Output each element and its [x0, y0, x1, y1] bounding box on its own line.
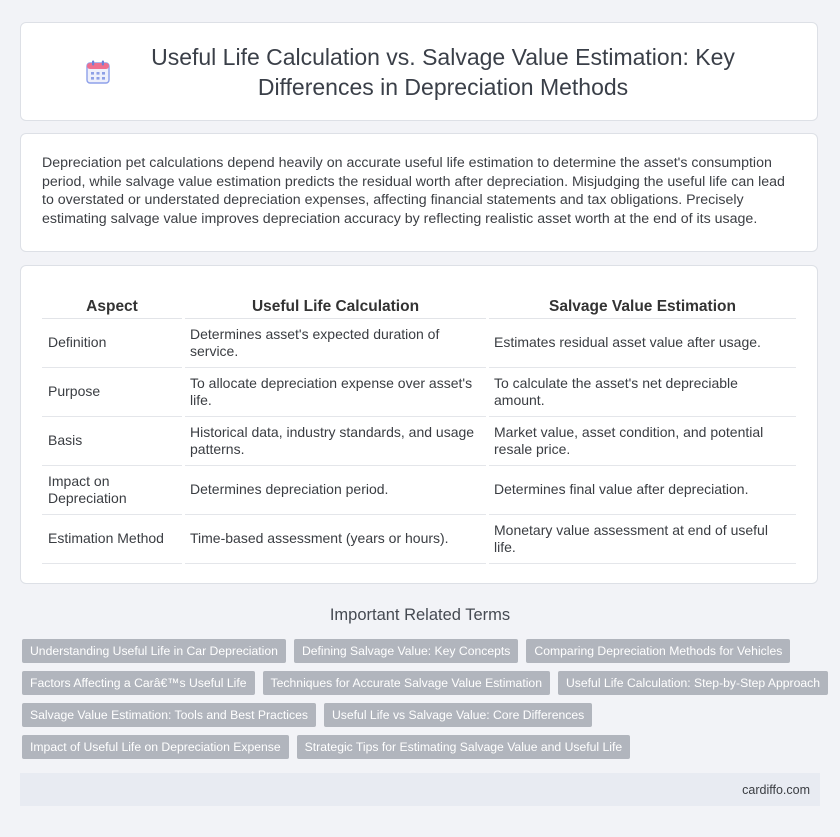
calendar-icon	[85, 59, 111, 85]
table-cell: Purpose	[42, 368, 182, 417]
tag-row	[22, 735, 822, 759]
comparison-table-card	[20, 265, 818, 584]
table-cell: Market value, asset condition, and potential resale price.	[489, 417, 796, 466]
footer	[20, 773, 820, 806]
table-cell: Estimates residual asset value after usage.	[489, 319, 796, 368]
table-cell: Determines depreciation period.	[185, 466, 486, 515]
header-inner	[85, 42, 753, 102]
related-term-link[interactable]: Understanding Useful Life in Car Depreciation	[22, 639, 286, 663]
related-term-link[interactable]: Salvage Value Estimation: Tools and Best Practices	[22, 703, 316, 727]
table-cell: Impact on Depreciation	[42, 466, 182, 515]
related-term-link[interactable]: Comparing Depreciation Methods for Vehicles	[526, 639, 790, 663]
column-header-useful-life: Useful Life Calculation	[185, 295, 486, 319]
table-cell: To allocate depreciation expense over asset's life.	[185, 368, 486, 417]
table-cell: Historical data, industry standards, and usage patterns.	[185, 417, 486, 466]
related-terms-heading: Important Related Terms	[329, 606, 511, 624]
intro-card	[20, 133, 818, 252]
related-term-link[interactable]: Defining Salvage Value: Key Concepts	[294, 639, 518, 663]
header-card	[20, 22, 818, 121]
tag-row	[22, 671, 822, 695]
table-row	[42, 417, 796, 466]
related-term-link[interactable]: Strategic Tips for Estimating Salvage Value and Useful Life	[297, 735, 631, 759]
intro-text: Depreciation pet calculations depend heavily on accurate useful life estimation to determine the asset's consumption period, while salvage value estimation predicts the residual worth after depreciation. Misjudging the useful life can lead to overstated or understated depreciation expenses, affecting financial statements and tax obligations. Precisely estimating salvage value improves depreciation accuracy by reflecting realistic asset worth at the end of its usage.	[42, 155, 785, 227]
table-row	[42, 466, 796, 515]
table-row	[42, 368, 796, 417]
comparison-table	[39, 295, 799, 564]
table-row	[42, 515, 796, 564]
related-term-link[interactable]: Impact of Useful Life on Depreciation Expense	[22, 735, 289, 759]
related-term-link[interactable]: Techniques for Accurate Salvage Value Estimation	[263, 671, 550, 695]
table-cell: Determines final value after depreciation.	[489, 466, 796, 515]
tag-row	[22, 703, 822, 727]
related-term-link[interactable]: Useful Life Calculation: Step-by-Step Approach	[558, 671, 828, 695]
related-terms-list	[22, 639, 822, 767]
table-header-row	[42, 295, 796, 319]
table-cell: Estimation Method	[42, 515, 182, 564]
table-cell: Definition	[42, 319, 182, 368]
table-cell: Monetary value assessment at end of useful life.	[489, 515, 796, 564]
table-row	[42, 319, 796, 368]
table-cell: Determines asset's expected duration of service.	[185, 319, 486, 368]
related-term-link[interactable]: Useful Life vs Salvage Value: Core Differences	[324, 703, 592, 727]
table-cell: To calculate the asset's net depreciable amount.	[489, 368, 796, 417]
column-header-salvage-value: Salvage Value Estimation	[489, 295, 796, 319]
table-cell: Basis	[42, 417, 182, 466]
table-cell: Time-based assessment (years or hours).	[185, 515, 486, 564]
column-header-aspect: Aspect	[42, 295, 182, 319]
tag-row	[22, 639, 822, 663]
site-link[interactable]: cardiffo.com	[742, 782, 810, 797]
page-title: Useful Life Calculation vs. Salvage Value Estimation: Key Differences in Depreciation Methods	[151, 43, 735, 100]
related-term-link[interactable]: Factors Affecting a Carâ€™s Useful Life	[22, 671, 255, 695]
